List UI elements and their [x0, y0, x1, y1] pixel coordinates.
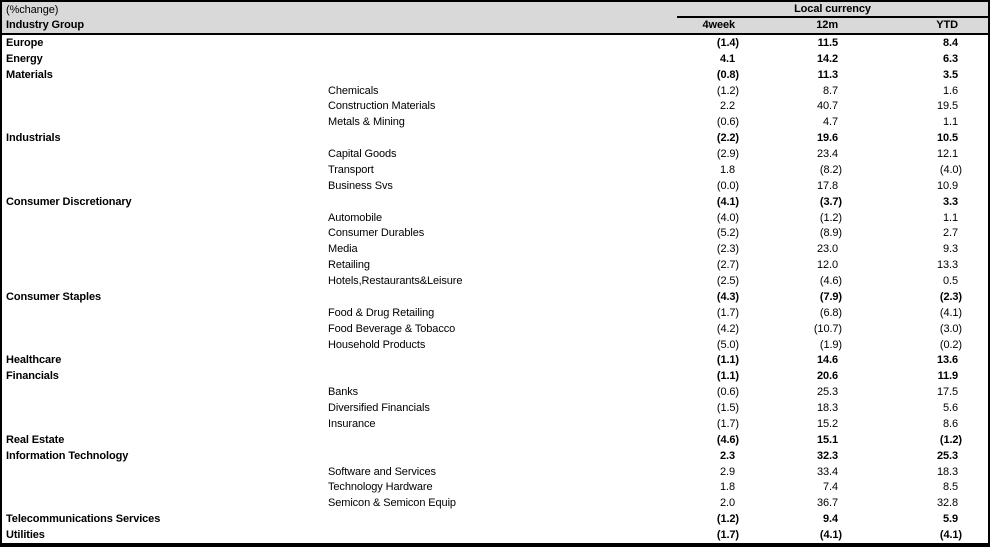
- cell-ytd: 9.3: [943, 243, 958, 256]
- cell-4week: 1.8: [720, 481, 735, 494]
- cell-4week: 2.3: [720, 449, 735, 462]
- table-row: [2, 368, 988, 384]
- cell-4week: (4.6): [716, 433, 739, 446]
- cell-4week: (4.0): [716, 211, 739, 224]
- cell-ytd: 5.9: [943, 513, 958, 526]
- table-row: [2, 35, 988, 51]
- column-header-ytd: YTD: [936, 19, 958, 31]
- cell-ytd: (4.0): [939, 163, 962, 176]
- cell-ytd: 2.7: [943, 227, 958, 240]
- table-row: [2, 162, 988, 178]
- cell-12m: (3.7): [819, 195, 842, 208]
- cell-ytd: 11.9: [937, 370, 958, 383]
- cell-4week: (1.7): [716, 529, 739, 542]
- cell-4week: 1.8: [720, 163, 735, 176]
- header-row-columns: [2, 18, 988, 33]
- cell-12m: 40.7: [816, 100, 838, 113]
- cell-ytd: 17.5: [936, 386, 958, 399]
- cell-ytd: (3.0): [939, 322, 962, 335]
- row-label: Construction Materials: [328, 100, 436, 113]
- cell-4week: (0.0): [716, 179, 739, 192]
- cell-ytd: 1.1: [943, 116, 958, 129]
- row-label: Banks: [328, 386, 359, 399]
- row-label: Capital Goods: [328, 148, 397, 161]
- table-row: [2, 416, 988, 432]
- row-label: Insurance: [328, 417, 376, 430]
- row-label: Food Beverage & Tobacco: [328, 322, 456, 335]
- group-header-local-currency: Local currency: [677, 2, 988, 18]
- table-row: [2, 178, 988, 194]
- cell-ytd: (1.2): [939, 433, 962, 446]
- cell-12m: 19.6: [816, 132, 838, 145]
- cell-12m: (8.9): [819, 227, 842, 240]
- cell-12m: 17.8: [816, 179, 838, 192]
- cell-12m: (1.9): [819, 338, 842, 351]
- cell-ytd: (0.2): [939, 338, 962, 351]
- row-label: Transport: [328, 163, 374, 176]
- row-label: Automobile: [328, 211, 383, 224]
- table-row: [2, 289, 988, 305]
- cell-4week: 2.0: [720, 497, 735, 510]
- cell-ytd: 5.6: [943, 402, 958, 415]
- row-label: Consumer Staples: [6, 290, 101, 303]
- table-row: [2, 464, 988, 480]
- header-row-top: [2, 2, 988, 18]
- cell-12m: 14.2: [816, 52, 838, 65]
- table-row: [2, 114, 988, 130]
- table-body: [2, 35, 988, 543]
- row-label: Consumer Durables: [328, 227, 425, 240]
- cell-4week: (5.2): [716, 227, 739, 240]
- cell-4week: (4.1): [716, 195, 739, 208]
- cell-4week: (1.1): [716, 370, 739, 383]
- cell-4week: 2.9: [720, 465, 735, 478]
- table-row: [2, 480, 988, 496]
- row-label: Healthcare: [6, 354, 62, 367]
- row-label: Semicon & Semicon Equip: [328, 497, 456, 510]
- row-label: Diversified Financials: [328, 402, 430, 415]
- row-label: Software and Services: [328, 465, 436, 478]
- cell-12m: 11.5: [817, 36, 838, 49]
- cell-ytd: 8.6: [943, 417, 958, 430]
- cell-4week: (0.6): [716, 116, 739, 129]
- cell-4week: (4.3): [716, 290, 739, 303]
- cell-4week: (5.0): [716, 338, 739, 351]
- cell-ytd: 10.9: [936, 179, 958, 192]
- row-label: Media: [328, 243, 358, 256]
- cell-4week: (2.5): [716, 275, 739, 288]
- row-label: Information Technology: [6, 449, 129, 462]
- table-row: [2, 337, 988, 353]
- cell-ytd: 10.5: [936, 132, 958, 145]
- row-label: Business Svs: [328, 179, 393, 192]
- row-label: Food & Drug Retailing: [328, 306, 435, 319]
- table-row: [2, 353, 988, 369]
- table-row: [2, 448, 988, 464]
- cell-4week: (0.8): [716, 68, 739, 81]
- row-label: Household Products: [328, 338, 426, 351]
- table-header: [2, 2, 988, 35]
- cell-4week: (4.2): [716, 322, 739, 335]
- cell-ytd: (4.1): [939, 529, 962, 542]
- cell-12m: 15.1: [816, 433, 838, 446]
- cell-ytd: 1.6: [943, 84, 958, 97]
- cell-12m: 23.0: [816, 243, 838, 256]
- cell-4week: (2.7): [716, 259, 739, 272]
- cell-12m: 9.4: [823, 513, 838, 526]
- cell-12m: 25.3: [816, 386, 838, 399]
- cell-4week: (2.3): [716, 243, 739, 256]
- table-row: [2, 210, 988, 226]
- table-row: [2, 257, 988, 273]
- table-row: [2, 83, 988, 99]
- cell-12m: 36.7: [816, 497, 838, 510]
- cell-12m: 12.0: [816, 259, 838, 272]
- row-label: Real Estate: [6, 433, 65, 446]
- cell-12m: (7.9): [819, 290, 842, 303]
- cell-12m: 7.4: [823, 481, 838, 494]
- table-row: [2, 273, 988, 289]
- table-row: [2, 511, 988, 527]
- cell-4week: (1.2): [716, 84, 739, 97]
- cell-ytd: (2.3): [939, 290, 962, 303]
- row-label: Hotels,Restaurants&Leisure: [328, 275, 463, 288]
- cell-ytd: (4.1): [939, 306, 962, 319]
- cell-12m: 4.7: [823, 116, 838, 129]
- table-row: [2, 51, 988, 67]
- cell-ytd: 18.3: [936, 465, 958, 478]
- cell-ytd: 6.3: [943, 52, 958, 65]
- row-label: Chemicals: [328, 84, 379, 97]
- row-label: Europe: [6, 36, 44, 49]
- row-label: Utilities: [6, 529, 45, 542]
- cell-12m: 23.4: [816, 148, 838, 161]
- table-row: [2, 384, 988, 400]
- table-row: [2, 305, 988, 321]
- table-row: [2, 67, 988, 83]
- table-row: [2, 226, 988, 242]
- column-header-4week: 4week: [702, 19, 735, 31]
- column-header-industry-group: Industry Group: [6, 19, 85, 31]
- cell-12m: (4.6): [819, 275, 842, 288]
- cell-4week: (1.2): [716, 513, 739, 526]
- cell-ytd: 0.5: [943, 275, 958, 288]
- table-row: [2, 146, 988, 162]
- cell-4week: (2.9): [716, 148, 739, 161]
- row-label: Retailing: [328, 259, 370, 272]
- table-row: [2, 527, 988, 543]
- table-row: [2, 432, 988, 448]
- cell-12m: 18.3: [816, 402, 838, 415]
- cell-ytd: 13.6: [936, 354, 958, 367]
- cell-ytd: 8.5: [943, 481, 958, 494]
- table-row: [2, 194, 988, 210]
- cell-12m: 11.3: [817, 68, 838, 81]
- cell-12m: 20.6: [816, 370, 838, 383]
- cell-ytd: 1.1: [943, 211, 958, 224]
- cell-4week: 2.2: [720, 100, 735, 113]
- table-row: [2, 495, 988, 511]
- cell-12m: (4.1): [819, 529, 842, 542]
- table-row: [2, 241, 988, 257]
- cell-4week: (1.7): [716, 417, 739, 430]
- cell-ytd: 19.5: [936, 100, 958, 113]
- cell-4week: (1.1): [716, 354, 739, 367]
- cell-ytd: 25.3: [936, 449, 958, 462]
- cell-12m: 15.2: [816, 417, 838, 430]
- row-label: Consumer Discretionary: [6, 195, 132, 208]
- cell-12m: 14.6: [816, 354, 838, 367]
- cell-12m: (10.7): [813, 322, 842, 335]
- row-label: Materials: [6, 68, 53, 81]
- cell-ytd: 12.1: [936, 148, 958, 161]
- cell-12m: (8.2): [819, 163, 842, 176]
- cell-4week: (0.6): [716, 386, 739, 399]
- cell-12m: (6.8): [819, 306, 842, 319]
- cell-ytd: 3.3: [943, 195, 958, 208]
- row-label: Industrials: [6, 132, 61, 145]
- row-label: Technology Hardware: [328, 481, 433, 494]
- cell-ytd: 32.8: [936, 497, 958, 510]
- cell-4week: (1.4): [716, 36, 739, 49]
- row-label: Financials: [6, 370, 59, 383]
- cell-12m: 33.4: [816, 465, 838, 478]
- cell-4week: (1.5): [716, 402, 739, 415]
- cell-ytd: 3.5: [943, 68, 958, 81]
- table-row: [2, 130, 988, 146]
- cell-4week: (2.2): [716, 132, 739, 145]
- cell-ytd: 13.3: [936, 259, 958, 272]
- cell-4week: 4.1: [720, 52, 735, 65]
- cell-12m: 8.7: [823, 84, 838, 97]
- cell-12m: (1.2): [819, 211, 842, 224]
- corner-label: (%change): [6, 4, 59, 16]
- cell-12m: 32.3: [816, 449, 838, 462]
- table-row: [2, 99, 988, 115]
- table-row: [2, 321, 988, 337]
- row-label: Energy: [6, 52, 43, 65]
- cell-4week: (1.7): [716, 306, 739, 319]
- table-row: [2, 400, 988, 416]
- row-label: Telecommunications Services: [6, 513, 161, 526]
- row-label: Metals & Mining: [328, 116, 405, 129]
- cell-ytd: 8.4: [943, 36, 958, 49]
- column-header-12m: 12m: [816, 19, 838, 31]
